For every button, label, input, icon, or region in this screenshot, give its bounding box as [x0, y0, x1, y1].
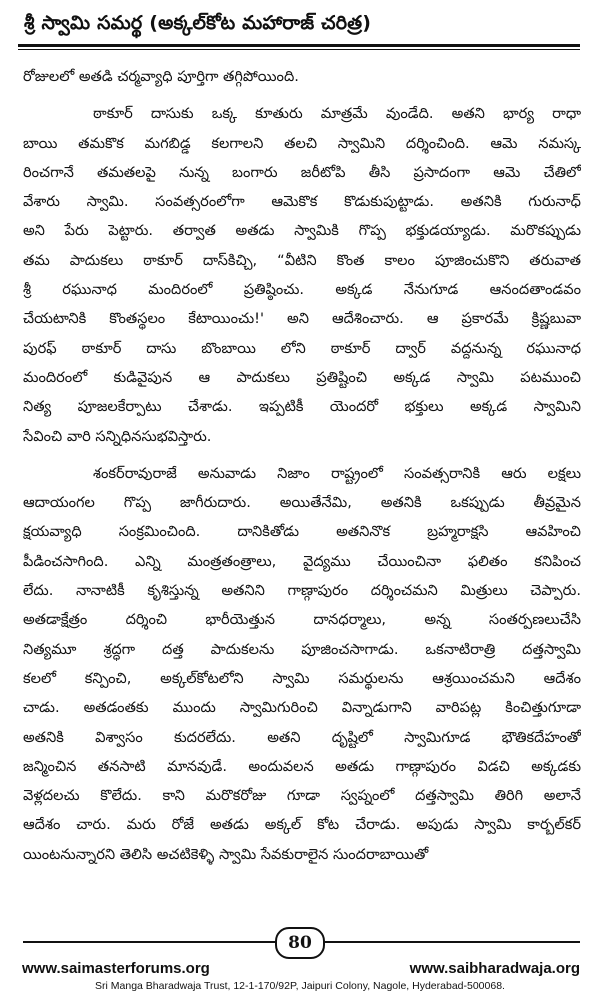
- running-header: [18, 8, 580, 48]
- text-line: ఠాకూర్ దాసుకు ఒక్క కూతురు మాత్రమే వుండేది. అతని భార్య రాధా: [93, 105, 581, 123]
- book-title: శ్రీ స్వామి సమర్థ (అక్కల్‌కోట మహారాజ్ చరిత్ర): [24, 12, 372, 34]
- paragraph: [23, 62, 581, 91]
- text-line: నిత్యమూ శ్రద్ధగా దత్త పాదుకలను పూజించసాగాడు. ఒకనాటిరాత్రి దత్తస్వామి: [23, 640, 581, 658]
- text-line: సేవించి వారి సన్నిధినసుభవిస్తారు.: [23, 427, 212, 445]
- footer-url-right[interactable]: www.saibharadwaja.org: [409, 960, 580, 977]
- text-line: వెళ్లదలచు కొలేదు. కాని మరొకరోజు గూడా స్వప్నంలో దత్తస్వామి తిరిగి అలానే: [23, 787, 581, 805]
- text-line: పురఫ్ ఠాకూర్ దాసు బొంబాయి లోని ఠాకూర్ ద్వార్ వద్దనున్న రఘునాధ: [23, 339, 581, 357]
- footer-url-left[interactable]: www.saimasterforums.org: [22, 960, 210, 977]
- page-number: 80: [275, 927, 325, 959]
- text-line: నిత్య పూజలకేర్పాటు చేశాడు. ఇప్పటికీ యెందరో భక్తులు అక్కడ స్వామిని: [23, 398, 581, 416]
- text-line: అతనికి విశ్వాసం కుదరలేదు. అతని దృష్టిలో స్వామిగూడ భౌతికదేహంతో: [23, 728, 581, 746]
- footer: [0, 960, 600, 995]
- paragraph-gap: [23, 91, 581, 99]
- text-line: జన్మించిన తనసాటి మానవుడే. అందువలన అతడు గాణ్గాపురం విడచి అక్కడకు: [23, 757, 581, 775]
- text-line: ఆదాయంగల గొప్ప జాగీరుదారు. అయితేనేమి, అతనికి ఒకప్పుడు తీవ్రమైన: [23, 494, 581, 512]
- text-line: రించగానే తమతలపై నున్న బంగారు జరీటోపి తీసి ప్రసాదంగా ఆమె చేతిలో: [23, 163, 581, 181]
- body-text: [23, 62, 581, 869]
- header-rule-thick: [18, 44, 580, 47]
- paragraph: [23, 99, 581, 451]
- page-number-area: [0, 927, 600, 957]
- text-line: శ్రీ రఘునాధ మందిరంలో ప్రతిష్ఠించు. అక్కడ నేనుగూడ ఆనందతాండవం: [23, 281, 581, 299]
- text-line: తమ పాదుకలు ఠాకూర్ దాస్‌కిచ్చి, “వీటిని కొంత కాలం పూజించుకొని తరువాత: [23, 251, 581, 269]
- text-line: ఆదేశం చారు. మరు రోజే అతడు అక్కల్ కోట చేరాడు. అపుడు స్వామి కార్బల్‌కర్: [23, 816, 581, 834]
- text-line: శంకర్‌రావురాజే అనువాడు నిజాం రాష్ట్రంలో సంవత్సరానికి ఆరు లక్షలు: [93, 464, 581, 482]
- text-line: చేయటానికి కొంతస్థలం కేటాయించు!' అని ఆదేశించారు. ఆ ప్రకారమే క్రిష్ణబువా: [23, 310, 581, 328]
- text-line: కలలో కన్పించి, అక్కల్‌కోటలోని స్వామి సమర్థులను ఆశ్రయించమని ఆదేశం: [23, 669, 581, 687]
- text-line: మందిరంలో కుడివైపున ఆ పాదుకలు ప్రతిష్టించి అక్కడ స్వామి పటముంచి: [23, 368, 581, 386]
- text-line: అతడాక్షేత్రం దర్శించి భారీయెత్తున దానధర్మాలు, అన్న సంతర్పణలుచేసి: [23, 611, 581, 629]
- text-line: అని పేరు పెట్టారు. తర్వాత అతడు స్వామికి గొప్ప భక్తుడయ్యాడు. మరొకప్పుడు: [23, 222, 581, 240]
- paragraph-gap: [23, 451, 581, 459]
- text-line: వేశారు స్వామి. సంవత్సరంలోగా ఆమెకొక కొడుకుపుట్టాడు. అతనికి గురునాధ్: [23, 193, 581, 211]
- text-line: రోజులలో అతడి చర్మవ్యాధి పూర్తిగా తగ్గిపోయింది.: [23, 68, 299, 85]
- text-line: క్షయవ్యాధి సంక్రమించింది. దానికితోడు అతనినొక బ్రహ్మరాక్షసి ఆవహించి: [23, 523, 581, 541]
- header-rule-thin: [18, 49, 580, 50]
- text-line: బాయి తమకొక మగబిడ్డ కలగాలని తలచి స్వామిని దర్శించింది. ఆమె నమస్క: [23, 134, 581, 152]
- text-line: లేదు. నానాటికీ కృశిస్తున్న అతనిని గాణ్గాపురం దర్శించమని మిత్రులు చెప్పారు.: [23, 582, 581, 600]
- text-line: యింటనున్నారని తెలిసి అచటికెళ్ళి స్వామి సేవకురాలైన సుందరాబాయితో: [23, 845, 429, 863]
- text-line: చాడు. అతడంతకు ముందు స్వామిగురించి విన్నాడుగాని వారిపట్ల కించిత్తుగూడా: [23, 699, 581, 717]
- text-line: పీడించసాగింది. ఎన్ని మంత్రతంత్రాలు, వైద్యము చేయించినా ఫలితం కనిపించ: [23, 552, 581, 570]
- paragraph: [23, 459, 581, 869]
- footer-address: Sri Manga Bharadwaja Trust, 12-1-170/92P, Jaipuri Colony, Nagole, Hyderabad-500068.: [95, 980, 505, 992]
